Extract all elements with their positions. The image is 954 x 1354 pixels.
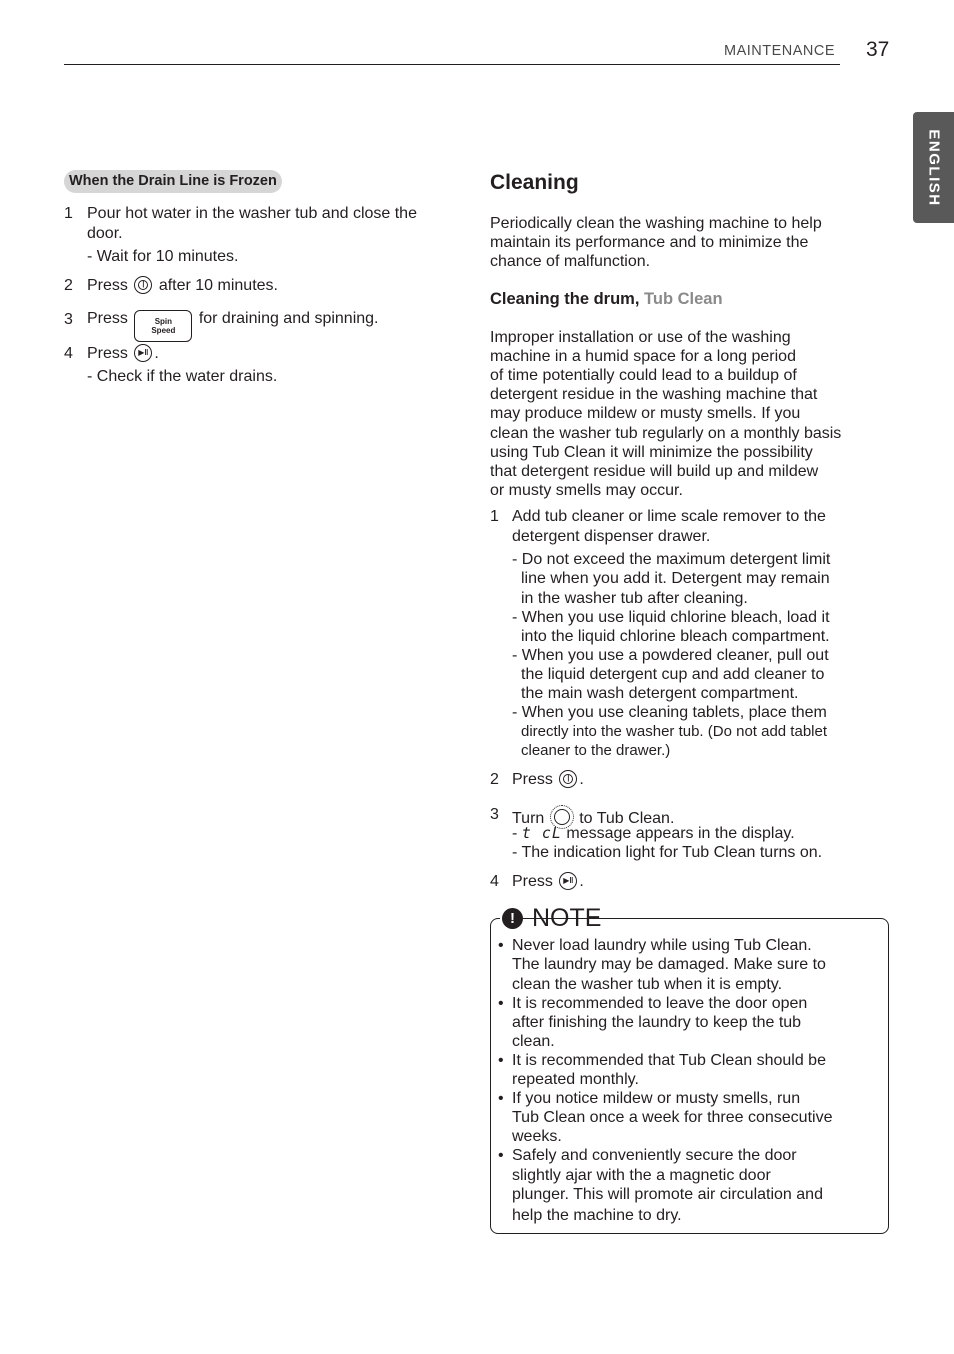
step-subtext: - When you use liquid chlorine bleach, load it bbox=[512, 609, 830, 626]
step-after-text: . bbox=[579, 873, 584, 890]
note-line: The laundry may be damaged. Make sure to bbox=[512, 956, 826, 973]
subheading-text: Cleaning the drum, bbox=[490, 290, 640, 308]
step-after-text: to Tub Clean. bbox=[579, 810, 675, 827]
bullet-icon: • bbox=[498, 1090, 504, 1107]
step-after-text: . bbox=[579, 771, 584, 788]
note-line: It is recommended that Tub Clean should be bbox=[512, 1052, 826, 1069]
step-press-word: Press bbox=[87, 277, 128, 294]
step-subtext: line when you add it. Detergent may remain bbox=[521, 570, 830, 587]
step-subtext: - When you use cleaning tablets, place them bbox=[512, 704, 827, 721]
step-text: Add tub cleaner or lime scale remover to the bbox=[512, 508, 826, 525]
note-line: If you notice mildew or musty smells, run bbox=[512, 1090, 801, 1107]
start-pause-icon: ▶‖ bbox=[134, 344, 152, 362]
step-press-word: Press bbox=[512, 771, 553, 788]
note-line: Never load laundry while using Tub Clean. bbox=[512, 937, 812, 954]
note-line: weeks. bbox=[512, 1128, 562, 1145]
step-number: 4 bbox=[64, 345, 73, 362]
start-pause-icon: ▶‖ bbox=[559, 872, 577, 890]
step-turn-word: Turn bbox=[512, 810, 545, 827]
step-subtext: directly into the washer tub. (Do not add tablet bbox=[521, 723, 828, 740]
step-after-text: . bbox=[154, 345, 159, 362]
bullet-icon: • bbox=[498, 1052, 504, 1069]
step-press-word: Press bbox=[87, 345, 128, 362]
paragraph-line: of time potentially could lead to a buildup of bbox=[490, 367, 797, 384]
step-subtext: cleaner to the drawer.) bbox=[521, 742, 671, 759]
exclamation-icon: ! bbox=[502, 908, 523, 929]
step-subtext: in the washer tub after cleaning. bbox=[521, 590, 748, 607]
paragraph-line: Improper installation or use of the washing bbox=[490, 329, 791, 346]
step-subtext: - The indication light for Tub Clean turns on. bbox=[512, 844, 823, 861]
note-line: Tub Clean once a week for three consecutive bbox=[512, 1109, 833, 1126]
paragraph-line: or musty smells may occur. bbox=[490, 482, 683, 499]
paragraph-line: detergent residue in the washing machine that bbox=[490, 386, 818, 403]
cleaning-heading: Cleaning bbox=[490, 171, 579, 194]
step-after-text: for draining and spinning. bbox=[198, 310, 379, 327]
step-text: detergent dispenser drawer. bbox=[512, 528, 711, 545]
step-press-word: Press bbox=[512, 873, 553, 890]
step-number: 2 bbox=[490, 771, 499, 788]
header-rule bbox=[64, 64, 840, 65]
note-line: plunger. This will promote air circulation and bbox=[512, 1186, 823, 1203]
step-subtext: - When you use a powdered cleaner, pull out bbox=[512, 647, 829, 664]
note-line: repeated monthly. bbox=[512, 1071, 639, 1088]
step-subtext: the main wash detergent compartment. bbox=[521, 685, 799, 702]
intro-line: maintain its performance and to minimize the bbox=[490, 234, 809, 251]
note-line: help the machine to dry. bbox=[512, 1207, 682, 1224]
step-number: 3 bbox=[64, 311, 73, 328]
display-code: t cL bbox=[521, 824, 562, 842]
note-label: NOTE bbox=[532, 904, 602, 932]
step-number: 1 bbox=[64, 205, 73, 222]
step-number: 4 bbox=[490, 873, 499, 890]
step-text bbox=[512, 770, 584, 789]
step-text bbox=[87, 344, 159, 363]
bullet-icon: • bbox=[498, 1147, 504, 1164]
section-title: MAINTENANCE bbox=[724, 43, 836, 59]
subtext-rest: message appears in the display. bbox=[566, 825, 795, 842]
note-line: Safely and conveniently secure the door bbox=[512, 1147, 797, 1164]
step-subtext: - Check if the water drains. bbox=[87, 368, 278, 385]
paragraph-line: may produce mildew or musty smells. If you bbox=[490, 405, 801, 422]
step-subtext: - Wait for 10 minutes. bbox=[87, 248, 239, 265]
intro-line: Periodically clean the washing machine to help bbox=[490, 215, 822, 232]
step-number: 1 bbox=[490, 508, 499, 525]
note-line: It is recommended to leave the door open bbox=[512, 995, 808, 1012]
step-subtext: - Do not exceed the maximum detergent limit bbox=[512, 551, 831, 568]
step-text: door. bbox=[87, 225, 123, 242]
language-tab bbox=[913, 112, 954, 223]
step-press-word: Press bbox=[87, 310, 128, 327]
paragraph-line: using Tub Clean it will minimize the possibility bbox=[490, 444, 813, 461]
note-line: slightly ajar with the a magnetic door bbox=[512, 1167, 771, 1184]
note-line: after finishing the laundry to keep the tub bbox=[512, 1014, 802, 1031]
step-number: 3 bbox=[490, 806, 499, 823]
bullet-icon: • bbox=[498, 995, 504, 1012]
spin-speed-button-icon bbox=[134, 310, 192, 342]
step-text bbox=[87, 276, 278, 295]
language-tab-label: ENGLISH bbox=[925, 128, 942, 207]
page-number: 37 bbox=[866, 38, 890, 61]
bullet-icon: • bbox=[498, 937, 504, 954]
note-line: clean the washer tub when it is empty. bbox=[512, 976, 783, 993]
speed-button-label: Speed bbox=[151, 326, 176, 335]
tub-clean-label: Tub Clean bbox=[644, 290, 723, 308]
spin-button-label: Spin bbox=[154, 317, 173, 326]
step-text bbox=[512, 872, 584, 891]
paragraph-line: clean the washer tub regularly on a monthly basis bbox=[490, 425, 842, 442]
frozen-drain-heading: When the Drain Line is Frozen bbox=[64, 170, 282, 193]
power-icon: | bbox=[559, 770, 577, 788]
step-subtext bbox=[512, 824, 795, 843]
step-text bbox=[87, 309, 379, 342]
subtext-dash: - bbox=[512, 825, 518, 842]
cleaning-drum-subheading bbox=[490, 290, 723, 309]
intro-line: chance of malfunction. bbox=[490, 253, 651, 270]
paragraph-line: machine in a humid space for a long period bbox=[490, 348, 796, 365]
step-number: 2 bbox=[64, 277, 73, 294]
note-header bbox=[500, 903, 602, 933]
note-line: clean. bbox=[512, 1033, 555, 1050]
power-icon: | bbox=[134, 276, 152, 294]
step-after-text: after 10 minutes. bbox=[158, 277, 278, 294]
step-text: Pour hot water in the washer tub and close the bbox=[87, 205, 417, 222]
step-subtext: the liquid detergent cup and add cleaner to bbox=[521, 666, 825, 683]
step-subtext: into the liquid chlorine bleach compartment. bbox=[521, 628, 830, 645]
paragraph-line: that detergent residue will build up and mildew bbox=[490, 463, 819, 480]
